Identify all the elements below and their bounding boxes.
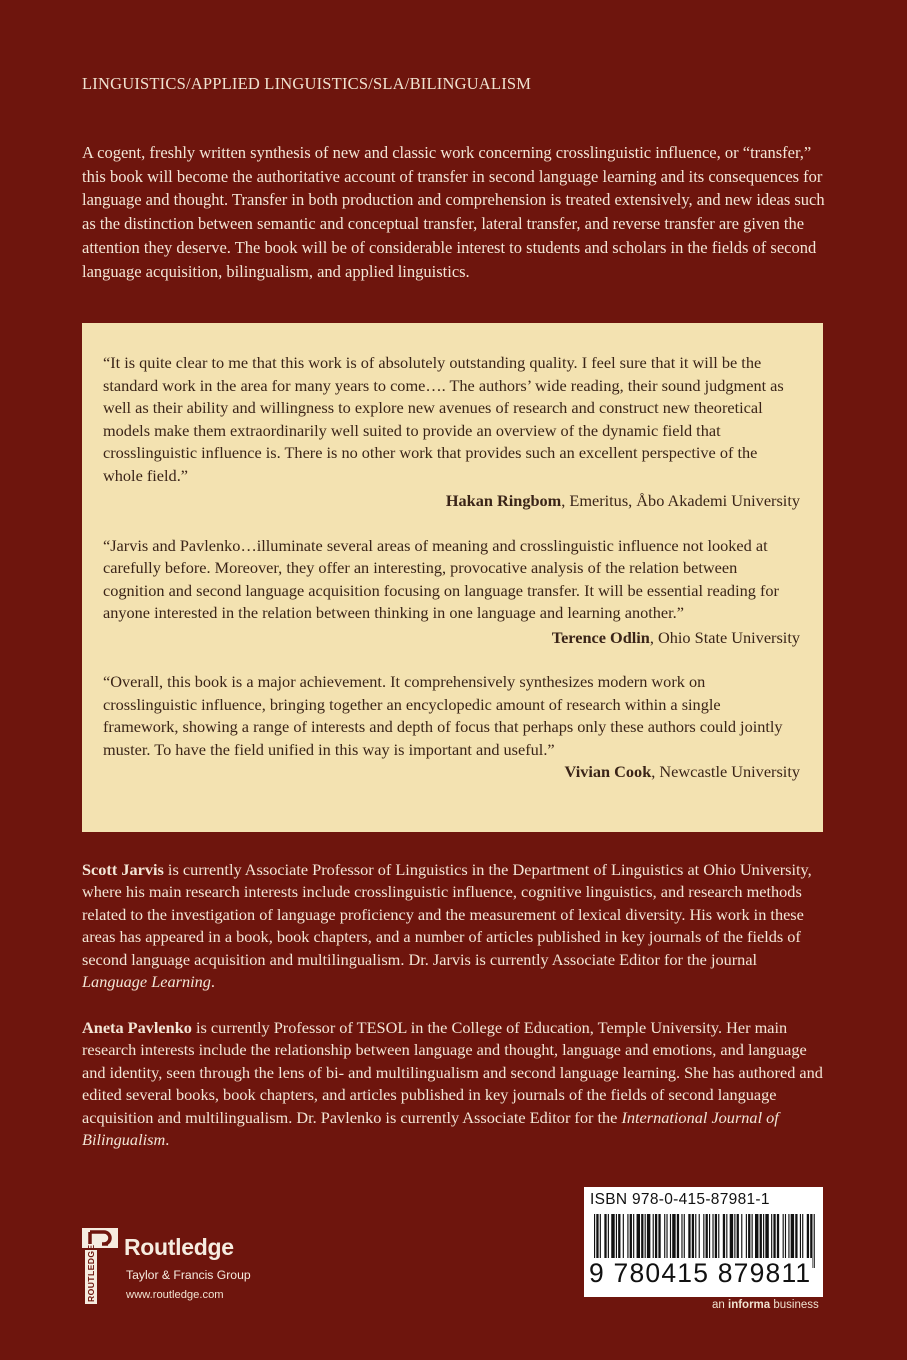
informa-suffix: business [770, 1299, 819, 1311]
reviewer-affiliation: , Ohio State University [649, 627, 800, 647]
bio-end: . [165, 1130, 170, 1150]
reviewer-name: Hakan Ringbom [445, 490, 562, 510]
author-name: Scott Jarvis [82, 860, 164, 879]
barcode-box [584, 1187, 823, 1297]
journal-title: International Journal of Bilingualism [82, 1107, 779, 1150]
ean-number [588, 1258, 812, 1289]
review-attribution [103, 626, 800, 649]
category-line: LINGUISTICS/APPLIED LINGUISTICS/SLA/BILINGUALISM [82, 74, 532, 93]
publisher-group: Taylor & Francis Group [126, 1268, 251, 1282]
reviewer-name: Terence Odlin [551, 627, 650, 647]
review-attribution [103, 489, 800, 512]
author-bio [82, 859, 824, 993]
review-attribution [103, 760, 800, 783]
routledge-logo-mark-icon [82, 1228, 118, 1304]
informa-prefix: an [712, 1299, 728, 1311]
author-bio-text: is currently Associate Professor of Linguistics in the Department of Linguistics at Ohio University, where his main research interests include crosslinguistic influence, cognitive linguistics, and research methods related to the investigation of language proficiency and the measurement of lexical diversity. His work in these areas has appeared in a book, book chapters, and a number of articles published in key journals of the fields of second language acquisition and multilingualism. Dr. Jarvis is currently Associate Editor for the journal [82, 860, 812, 969]
ean-digits: 9 780415 879811 [589, 1258, 812, 1288]
review-quote [103, 671, 800, 783]
journal-title: Language Learning [82, 972, 211, 992]
routledge-vertical-text: ROUTLEDGE [86, 1244, 96, 1302]
informa-brand: informa [728, 1299, 771, 1311]
publisher-name: Routledge [124, 1234, 234, 1260]
author-name: Aneta Pavlenko [82, 1018, 192, 1037]
bio-end: . [210, 972, 215, 992]
review-quote-text: “It is quite clear to me that this work is of absolutely outstanding quality. I feel sure that it will be the standard work in the area for many years to come…. The authors’ wide reading, their sound judgment as well as their ability and willingness to explore new avenues of research and construct new theoretical models make them extraordinarily well suited to provide an overview of the dynamic field that crosslinguistic influence is. There is no other work that provides such an excellent perspective of the whole field.” [103, 353, 784, 485]
author-bio-text: is currently Professor of TESOL in the College of Education, Temple University. Her main research interests include the relationship between language and thought, language and emotions, and language and identity, seen through the lens of bi- and multilingualism and second language learning. She has authored and edited several books, book chapters, and articles published in key journals of the fields of second language acquisition and multilingualism. Dr. Pavlenko is currently Associate Editor for the [82, 1018, 823, 1127]
barcode-bar [814, 1214, 815, 1268]
reviewer-affiliation: , Emeritus, Åbo Akademi University [561, 490, 800, 510]
review-quote-text: “Jarvis and Pavlenko…illuminate several areas of meaning and crosslinguistic influence not looked at carefully before. Moreover, they offer an interesting, provocative analysis of the relation between cognition and second language acquisition focusing on language transfer. It will be essential reading for anyone interested in the relation between thinking in one language and learning another.” [103, 535, 779, 623]
review-quote [103, 352, 800, 512]
book-description: A cogent, freshly written synthesis of new and classic work concerning crosslinguistic influence, or “transfer,” this book will become the authoritative account of transfer in second language learning and its consequences for language and thought. Transfer in both production and comprehension is treated extensively, and new ideas such as the distinction between semantic and conceptual transfer, lateral transfer, and reverse transfer are given the attention they deserve. The book will be of considerable interest to students and scholars in the fields of second language acquisition, bilingualism, and applied linguistics. [82, 143, 825, 281]
review-quotes-box [82, 323, 823, 832]
isbn-text: ISBN 978-0-415-87981-1 [590, 1191, 770, 1208]
publisher-url: www.routledge.com [126, 1289, 224, 1301]
review-quote-text: “Overall, this book is a major achievement. It comprehensively synthesizes modern work on crosslinguistic influence, bringing together an encyclopedic amount of research within a single framework, showing a range of interests and depth of focus that perhaps only these authors could jointly muster. To have the field unified in this way is important and useful.” [103, 671, 783, 759]
reviewer-name: Vivian Cook [564, 762, 652, 782]
informa-tagline [712, 1299, 819, 1311]
author-bio [82, 1017, 824, 1151]
reviewer-affiliation: , Newcastle University [651, 762, 800, 782]
review-quote [103, 535, 800, 649]
